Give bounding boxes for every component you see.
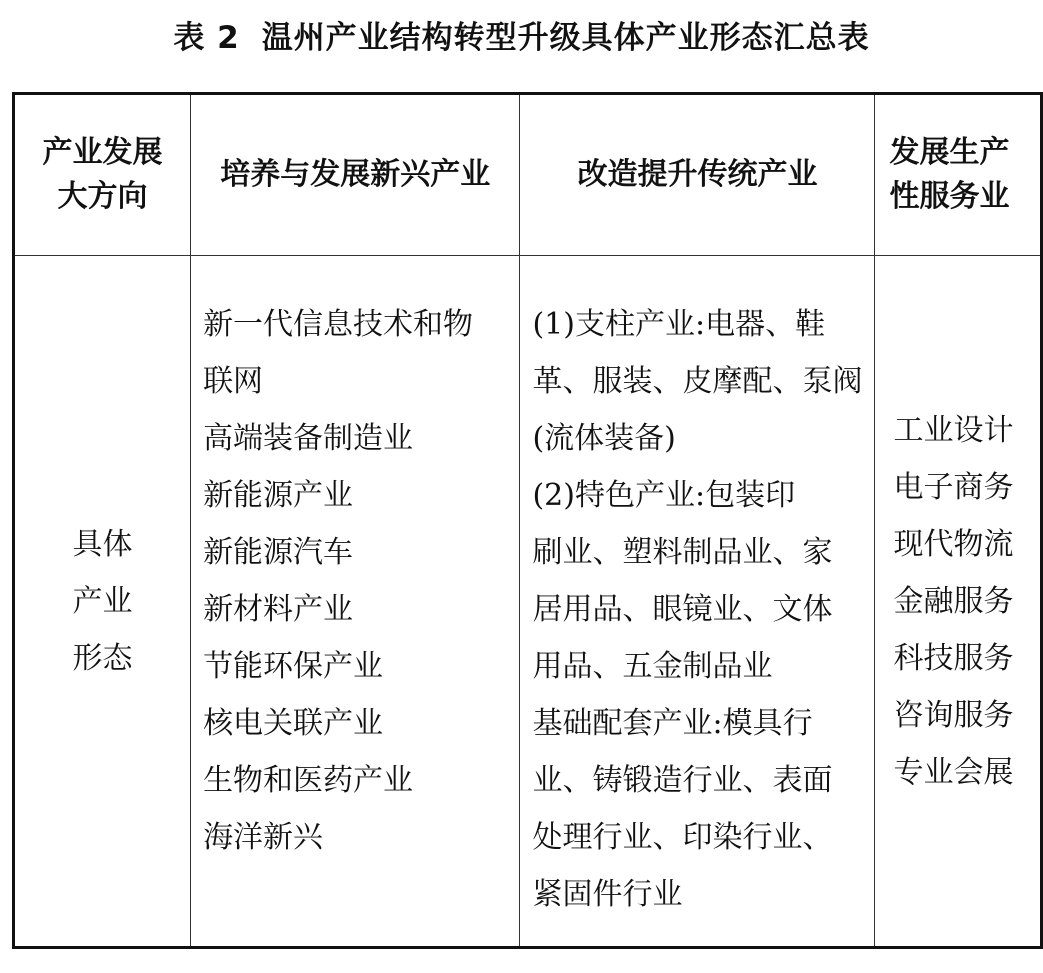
- header-direction-line: 大方向: [57, 179, 148, 214]
- header-services-line: 发展生产: [889, 135, 1010, 170]
- emerging-line: 核电关联产业: [203, 706, 384, 741]
- header-cell-direction: [14, 94, 191, 256]
- table-header-row: [14, 94, 1042, 256]
- services-line: 金融服务: [893, 583, 1014, 619]
- row-label-line: 产业: [72, 583, 133, 619]
- services-line: 工业设计: [893, 412, 1014, 448]
- table-caption: [0, 14, 1043, 62]
- cell-traditional-industries: [520, 256, 875, 948]
- services-line: 专业会展: [893, 754, 1014, 790]
- services-line: 科技服务: [893, 640, 1014, 676]
- traditional-line: 居用品、眼镜业、文体: [532, 592, 833, 627]
- services-line: 电子商务: [893, 469, 1014, 505]
- traditional-line: (1)支柱产业:电器、鞋: [532, 307, 826, 342]
- emerging-line: 节能环保产业: [203, 649, 384, 684]
- header-cell-emerging: [191, 94, 520, 256]
- header-traditional-label: 改造提升传统产业: [577, 157, 818, 192]
- table-title: 温州产业结构转型升级具体产业形态汇总表: [261, 20, 870, 56]
- traditional-line: 革、服装、皮摩配、泵阀: [532, 364, 863, 399]
- emerging-line: 生物和医药产业: [203, 763, 414, 798]
- row-label-line: 形态: [72, 640, 133, 676]
- traditional-line: 业、铸锻造行业、表面: [532, 763, 833, 798]
- emerging-line: 新能源产业: [203, 478, 354, 513]
- table-body-row: [14, 256, 1042, 948]
- header-services-line: 性服务业: [889, 179, 1010, 214]
- header-direction-line: 产业发展: [42, 135, 163, 170]
- traditional-line: (2)特色产业:包装印: [532, 478, 796, 513]
- emerging-line: 新一代信息技术和物: [203, 307, 474, 342]
- traditional-line: 用品、五金制品业: [532, 649, 773, 684]
- traditional-line: 基础配套产业:模具行: [532, 706, 813, 741]
- industry-summary-table: [12, 92, 1043, 949]
- header-emerging-label: 培养与发展新兴产业: [220, 157, 491, 192]
- row-label-line: 具体: [72, 526, 133, 562]
- cell-producer-services: [875, 256, 1042, 948]
- emerging-line: 新能源汽车: [203, 535, 354, 570]
- traditional-line: 紧固件行业: [532, 877, 683, 912]
- traditional-line: 处理行业、印染行业、: [532, 820, 833, 855]
- services-line: 现代物流: [893, 526, 1014, 562]
- header-cell-traditional: [520, 94, 875, 256]
- cell-specific-forms: [14, 256, 191, 948]
- services-line: 咨询服务: [893, 697, 1014, 733]
- header-cell-services: [875, 94, 1042, 256]
- traditional-line: (流体装备): [532, 421, 676, 456]
- emerging-line: 高端装备制造业: [203, 421, 414, 456]
- table-number: 表 2: [173, 20, 240, 56]
- emerging-line: 海洋新兴: [203, 820, 324, 855]
- emerging-line: 联网: [203, 364, 264, 399]
- cell-emerging-industries: [191, 256, 520, 948]
- emerging-line: 新材料产业: [203, 592, 354, 627]
- traditional-line: 刷业、塑料制品业、家: [532, 535, 833, 570]
